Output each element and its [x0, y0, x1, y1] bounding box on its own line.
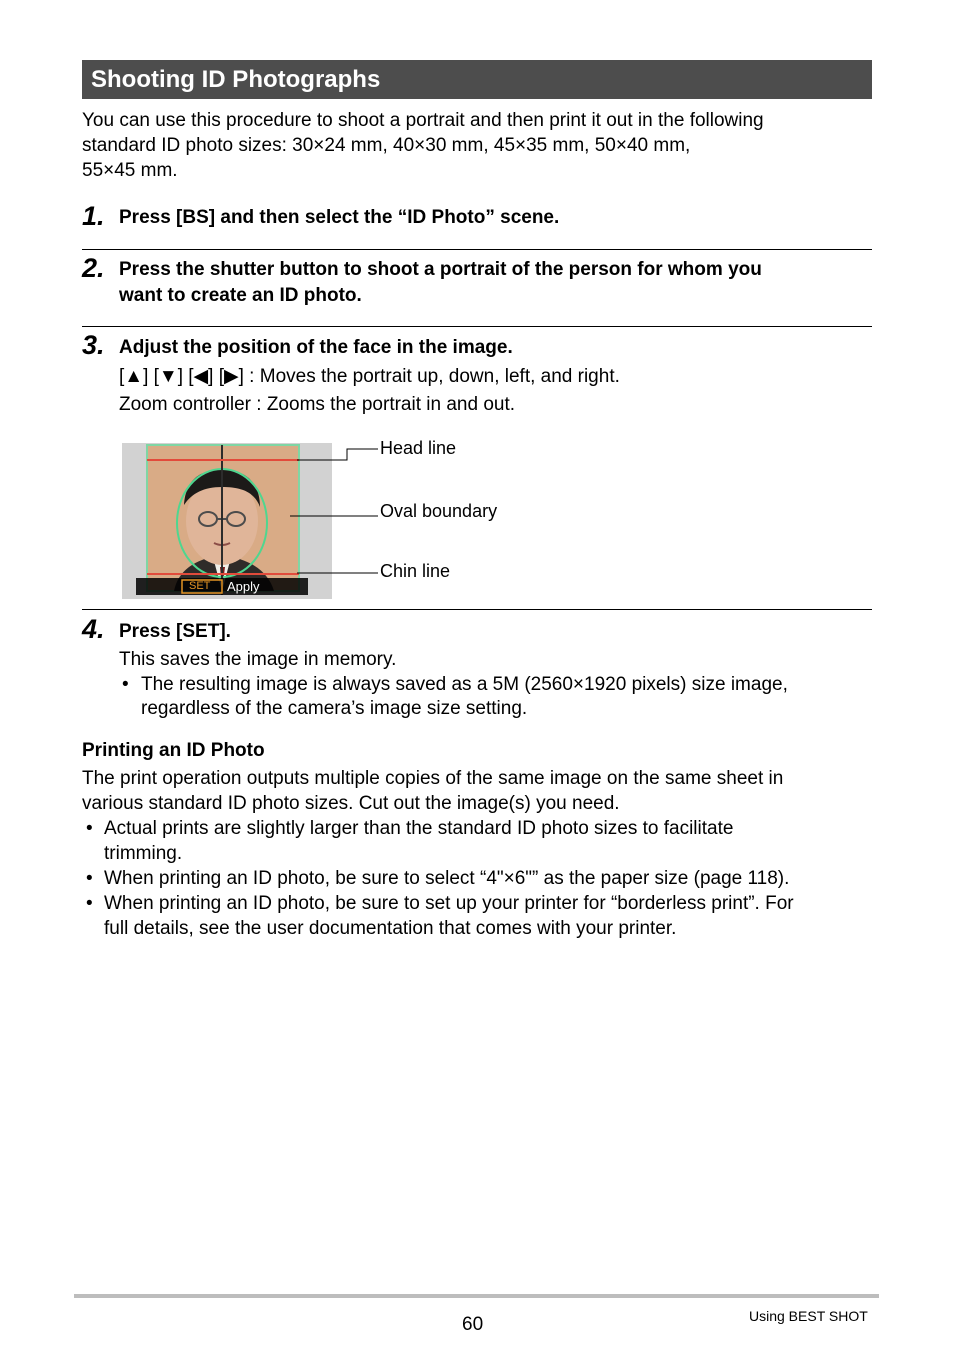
step-3-detail-zoom: Zoom controller : Zooms the portrait in and out.: [119, 394, 516, 415]
step-4-number: 4.: [82, 614, 105, 644]
printing-bullet-1-line-2: trimming.: [104, 843, 183, 864]
step-3-detail-arrows: [▲] [▼] [◀] [▶] : Moves the portrait up, down, left, and right.: [119, 366, 620, 387]
step-1-number: 1.: [82, 201, 105, 231]
page-number: 60: [462, 1314, 484, 1335]
figure-leader-lines: [290, 440, 385, 590]
step-divider: [82, 249, 872, 250]
footer-rule: [74, 1294, 879, 1298]
printing-para-line-2: various standard ID photo sizes. Cut out the image(s) you need.: [82, 793, 620, 814]
oval-boundary-label: Oval boundary: [380, 501, 498, 521]
step-4-text: Press [SET].: [119, 621, 231, 642]
intro-line-2: standard ID photo sizes: 30×24 mm, 40×30 mm, 45×35 mm, 50×40 mm,: [82, 135, 691, 156]
osd-set-label: SET: [189, 580, 211, 592]
intro-line-3: 55×45 mm.: [82, 160, 178, 181]
bullet-marker: •: [86, 893, 93, 914]
bullet-marker: •: [86, 868, 93, 889]
step-4-detail: This saves the image in memory.: [119, 649, 397, 670]
step-2-number: 2.: [82, 253, 105, 283]
footer-section-label: Using BEST SHOT: [749, 1308, 868, 1324]
step-4-bullet-line-2: regardless of the camera’s image size setting.: [141, 698, 528, 719]
step-1-text: Press [BS] and then select the “ID Photo” scene.: [119, 207, 560, 228]
step-2-text-line-2: want to create an ID photo.: [119, 285, 362, 306]
step-3-number: 3.: [82, 330, 105, 360]
head-line-label: Head line: [380, 438, 457, 458]
step-divider: [82, 609, 872, 610]
printing-bullet-1-line-1: Actual prints are slightly larger than the standard ID photo sizes to facilitate: [104, 818, 734, 839]
printing-heading: Printing an ID Photo: [82, 740, 265, 761]
osd-apply-label: Apply: [227, 579, 260, 594]
intro-line-1: You can use this procedure to shoot a portrait and then print it out in the following: [82, 110, 764, 131]
step-divider: [82, 326, 872, 327]
chin-line-label: Chin line: [380, 561, 451, 581]
section-title: Shooting ID Photographs: [82, 60, 872, 99]
printing-bullet-2: When printing an ID photo, be sure to select “4"×6"” as the paper size (page 118).: [104, 868, 790, 889]
step-3-text: Adjust the position of the face in the image.: [119, 337, 513, 358]
step-2-text-line-1: Press the shutter button to shoot a portrait of the person for whom you: [119, 259, 762, 280]
bullet-marker: •: [122, 674, 129, 695]
printing-bullet-3-line-2: full details, see the user documentation that comes with your printer.: [104, 918, 677, 939]
bullet-marker: •: [86, 818, 93, 839]
step-4-bullet-line-1: The resulting image is always saved as a 5M (2560×1920 pixels) size image,: [141, 674, 788, 695]
printing-bullet-3-line-1: When printing an ID photo, be sure to set up your printer for “borderless print”. For: [104, 893, 794, 914]
printing-para-line-1: The print operation outputs multiple copies of the same image on the same sheet in: [82, 768, 784, 789]
